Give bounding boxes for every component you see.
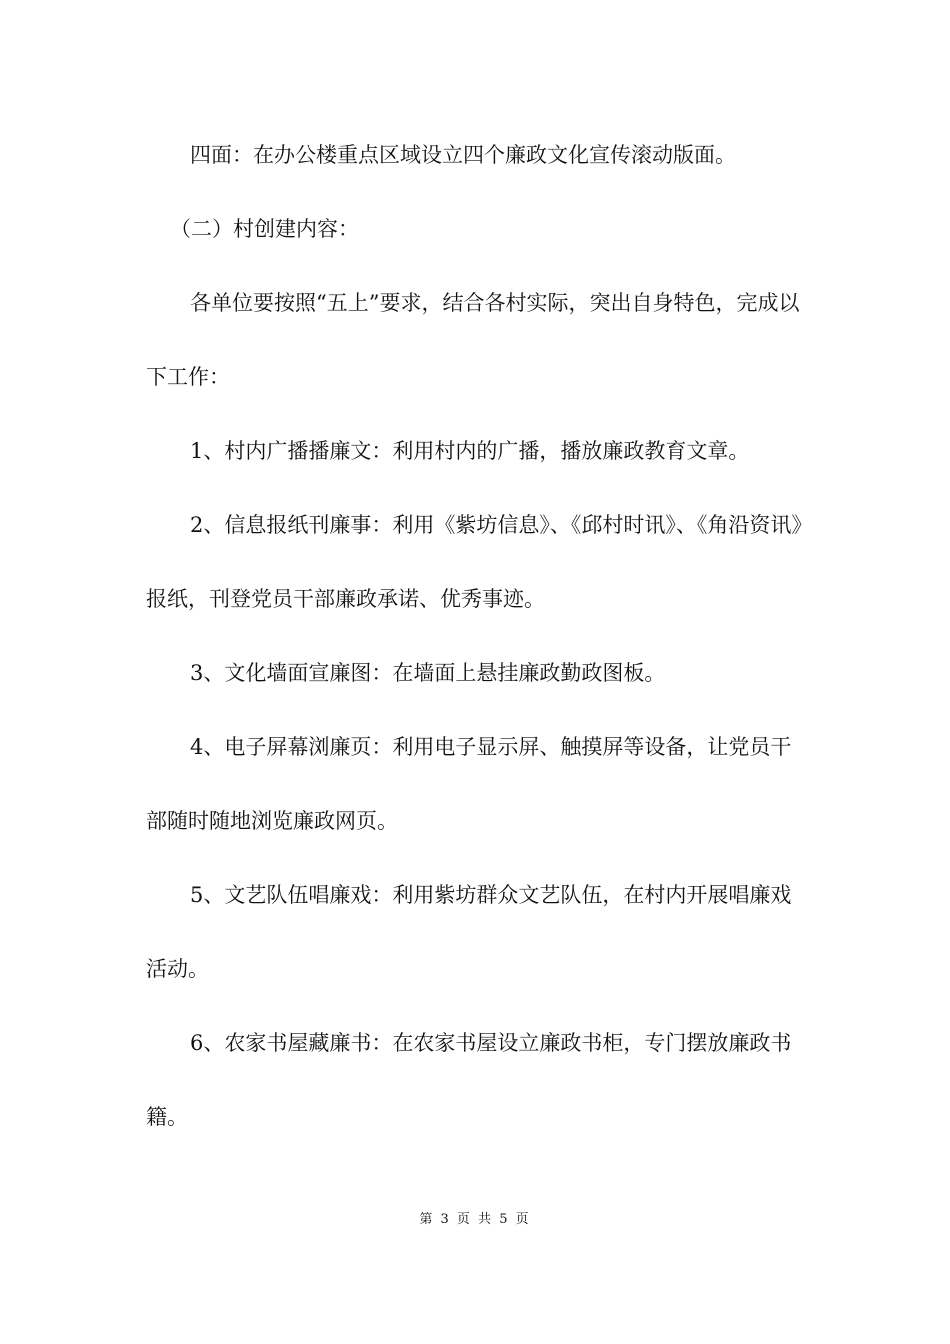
list-item-4-screen: 4、电子屏幕浏廉页：利用电子显示屏、触摸屏等设备，让党员干部随时随地浏览廉政网页。	[146, 735, 792, 833]
page-footer	[0, 1208, 950, 1227]
list-item-5-troupe: 5、文艺队伍唱廉戏：利用紫坊群众文艺队伍，在村内开展唱廉戏活动。	[146, 883, 792, 981]
page-number-text: 第 3 页 共 5 页	[419, 1212, 531, 1227]
paragraph-four-sides: 四面：在办公楼重点区域设立四个廉政文化宣传滚动版面。	[190, 143, 736, 167]
list-item-3-wall: 3、文化墙面宣廉图：在墙面上悬挂廉政勤政图板。	[190, 661, 666, 685]
paragraph-requirements: 各单位要按照“五上”要求，结合各村实际，突出自身特色，完成以下工作：	[146, 291, 800, 389]
list-item-2-newspaper: 2、信息报纸刊廉事：利用《紫坊信息》、《邱村时讯》、《角沿资讯》报纸，刊登党员干部廉政承诺、优秀事迹。	[146, 513, 802, 611]
list-item-6-library: 6、农家书屋藏廉书：在农家书屋设立廉政书柜，专门摆放廉政书籍。	[146, 1031, 792, 1129]
list-item-1-broadcast: 1、村内广播播廉文：利用村内的广播，播放廉政教育文章。	[190, 439, 750, 463]
section-heading-village-content: （二）村创建内容：	[170, 217, 359, 241]
